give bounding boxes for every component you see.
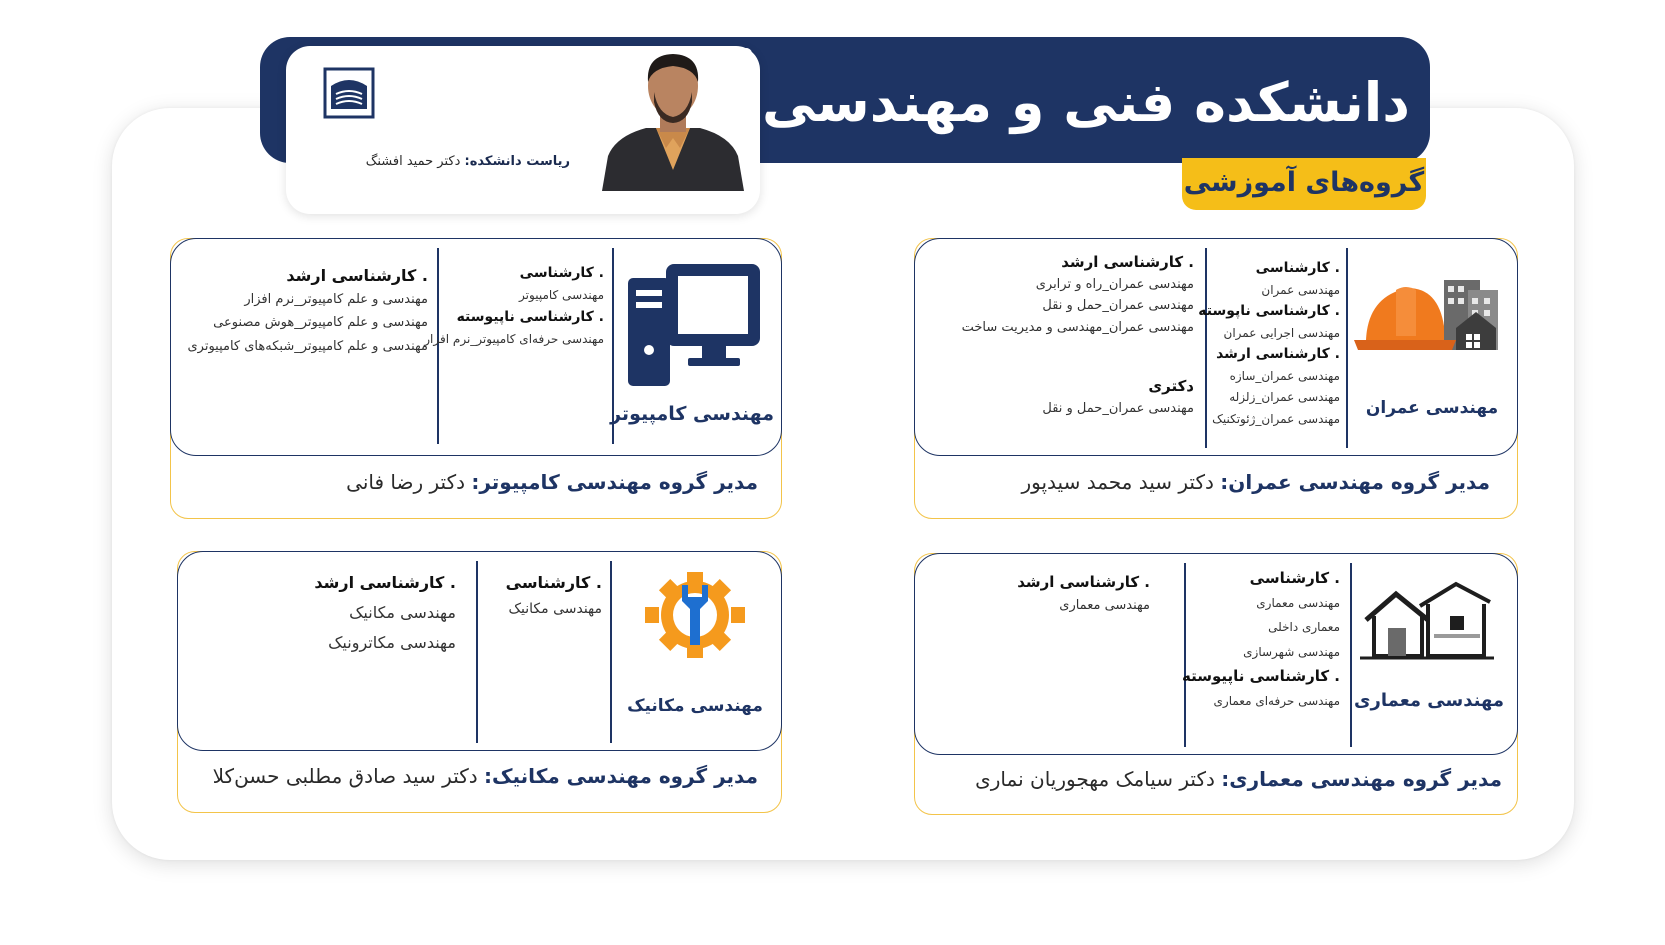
mechanical-degrees-col-1 <box>482 570 602 622</box>
civil-c1-item-3: مهندسی عمران_سازه <box>1229 368 1340 383</box>
civil-c1-heading-3: . کارشناسی ارشد <box>1216 346 1340 362</box>
gear-wrench-icon <box>634 572 756 658</box>
civil-title: مهندسی عمران <box>1365 398 1499 418</box>
civil-manager <box>930 470 1490 494</box>
computer-manager <box>190 470 758 494</box>
civil-c1-item-4: مهندسی عمران_زلزله <box>1229 390 1340 404</box>
civil-c1-heading-1: . کارشناسی <box>1255 260 1340 276</box>
arch-c1-item-2: معماری داخلی <box>1268 620 1340 634</box>
house-outline-icon <box>1360 580 1494 660</box>
computer-c2-item-2: مهندسی و علم کامپیوتر_هوش مصنوعی <box>213 315 428 330</box>
civil-divider-2 <box>1346 248 1348 448</box>
computer-manager-label: مدیر گروه مهندسی کامپیوتر: <box>471 470 758 494</box>
civil-manager-label: مدیر گروه مهندسی عمران: <box>1220 470 1490 494</box>
computer-degrees-col-2 <box>178 264 428 358</box>
architecture-manager <box>930 767 1502 791</box>
mechanical-title: مهندسی مکانیک <box>627 696 763 716</box>
civil-c2-item-2: مهندسی عمران_حمل و نقل <box>1042 298 1194 313</box>
dean-name: دکتر حمید افشنگ <box>365 154 461 169</box>
civil-c1-item-5: مهندسی عمران_ژئوتکنیک <box>1212 411 1340 426</box>
page-title: دانشکده فنی و مهندسی <box>762 71 1410 134</box>
dean-caption <box>330 150 570 174</box>
section-tag: گروه‌های آموزشی <box>1182 158 1426 210</box>
civil-c2-heading-2: دکتری <box>1148 377 1194 395</box>
university-logo-icon <box>322 66 376 120</box>
mechanical-degrees-col-2 <box>260 568 456 658</box>
mech-c2-heading-1: . کارشناسی ارشد <box>314 573 456 592</box>
arch-c1-heading-1: . کارشناسی <box>1249 569 1340 587</box>
computer-c2-heading-1: . کارشناسی ارشد <box>286 266 428 285</box>
civil-c2-heading-1: . کارشناسی ارشد <box>1061 253 1194 271</box>
mech-c2-item-1: مهندسی مکانیک <box>349 603 456 622</box>
architecture-title: مهندسی معماری <box>1354 690 1504 711</box>
civil-c1-heading-2: . کارشناسی ناپوسته <box>1198 303 1340 319</box>
arch-c2-item-1: مهندسی معماری <box>1059 598 1150 613</box>
computer-c2-item-1: مهندسی و علم کامپیوتر_نرم افزار <box>244 291 428 307</box>
arch-c1-heading-2: . کارشناسی ناپیوسته <box>1182 667 1340 685</box>
computer-c1-item-1: مهندسی کامپیوتر <box>519 288 604 302</box>
mechanical-divider-2 <box>610 561 612 743</box>
dean-role-label: ریاست دانشکده: <box>464 154 570 169</box>
civil-degrees-col-1 <box>1200 258 1340 430</box>
civil-c2-item-1: مهندسی عمران_راه و ترابری <box>1035 276 1194 292</box>
mechanical-manager-name: دکتر سید صادق مطلبی حسن‌کلا <box>212 764 478 788</box>
construction-helmet-building-icon <box>1352 276 1512 360</box>
civil-c1-item-2: مهندسی اجرایی عمران <box>1223 325 1340 340</box>
civil-degrees-col-2 <box>922 252 1194 419</box>
computer-c1-heading-1: . کارشناسی <box>519 265 604 281</box>
architecture-divider-1 <box>1184 563 1186 747</box>
arch-c1-item-1: مهندسی معماری <box>1256 595 1340 610</box>
mechanical-manager-label: مدیر گروه مهندسی مکانیک: <box>484 764 758 788</box>
mech-c2-item-2: مهندسی مکاترونیک <box>328 633 456 652</box>
computer-manager-name: دکتر رضا فانی <box>346 470 465 494</box>
architecture-manager-name: دکتر سیامک مهجوریان نماری <box>975 767 1215 791</box>
computer-c1-heading-2: . کارشناسی ناپیوسته <box>456 309 604 325</box>
mechanical-manager <box>196 764 758 788</box>
arch-c1-item-3: مهندسی شهرسازی <box>1243 644 1340 659</box>
desktop-computer-icon <box>626 260 762 388</box>
civil-c2-item-4: مهندسی عمران_حمل و نقل <box>1042 400 1194 416</box>
arch-c1-item-4: مهندسی حرفه‌ای معماری <box>1213 693 1340 708</box>
mech-c1-item-1: مهندسی مکانیک <box>508 601 602 617</box>
computer-c2-item-3: مهندسی و علم کامپیوتر_شبکه‌های کامپیوتری <box>187 338 428 354</box>
computer-c1-item-2: مهندسی حرفه‌ای کامپیوتر_نرم افزار <box>424 332 604 346</box>
civil-c2-item-3: مهندسی عمران_مهندسی و مدیریت ساخت <box>961 319 1194 335</box>
architecture-divider-2 <box>1350 563 1352 747</box>
civil-manager-name: دکتر سید محمد سیدپور <box>1021 470 1214 494</box>
computer-title: مهندسی کامپیوتر <box>610 403 774 425</box>
arch-c2-heading-1: . کارشناسی ارشد <box>1017 573 1150 591</box>
mechanical-divider-1 <box>476 561 478 743</box>
dean-photo <box>594 48 752 191</box>
architecture-degrees-col-2 <box>950 570 1150 618</box>
civil-c1-item-1: مهندسی عمران <box>1261 282 1340 297</box>
architecture-manager-label: مدیر گروه مهندسی معماری: <box>1221 767 1502 791</box>
computer-degrees-col-1 <box>424 262 604 350</box>
mech-c1-heading-1: . کارشناسی <box>505 573 602 592</box>
architecture-degrees-col-1 <box>1182 566 1340 713</box>
